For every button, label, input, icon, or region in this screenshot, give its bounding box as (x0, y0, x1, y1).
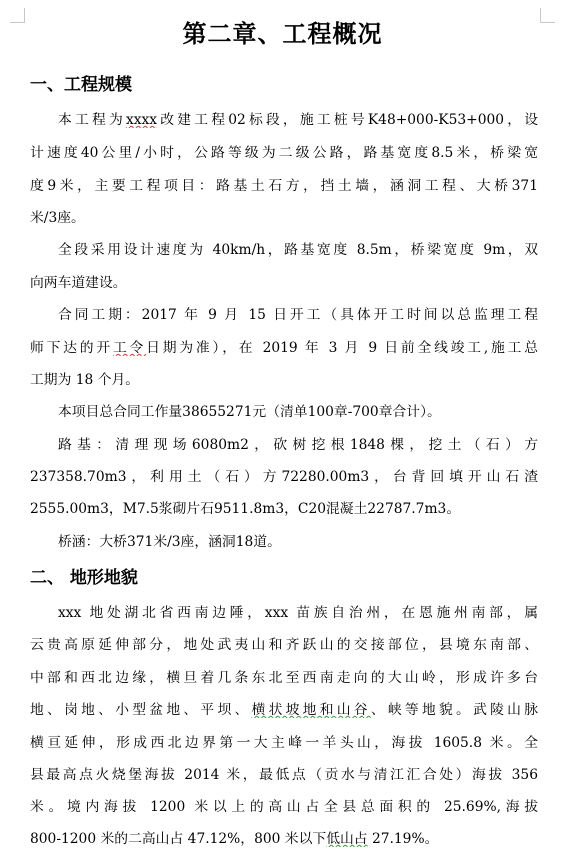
spellcheck-text-run: 工令 (112, 340, 147, 356)
paragraph-line: 2555.00m3，M7.5浆砌片石9511.8m3，C20混凝土22787.7m3。 (30, 501, 461, 517)
paragraph-line: xxx 地处湖北省西南边陲，xxx 苗族自治州，在恩施州南部，属 (58, 605, 538, 621)
section-heading-terrain: 二、 地形地貌 (30, 568, 138, 588)
paragraph-line: 本项目总合同工作量38655271元（清单100章-700章合计）。 (58, 404, 441, 420)
text-run: 日期为准），在 2019 年 3 月 9 日前全线竣工,施工总 (146, 340, 538, 356)
paragraph-line: 全段采用设计速度为 40km/h，路基宽度 8.5m，桥梁宽度 9m，双 (58, 242, 538, 258)
paragraph-line: 向两车道建设。 (30, 275, 127, 291)
paragraph-line: 横亘延伸，形成西北边界第一大主峰一羊头山，海拔 1605.8 米。全 (30, 735, 538, 751)
paragraph-line: 合同工期：2017 年 9 月 15 日开工（具体开工时间以总监理工程 (58, 307, 538, 323)
paragraph-line: 米。境内海拔 1200 米以上的高山占全县总面积的 25.69%,海拔 (30, 799, 538, 815)
paragraph-line: 云贵高原延伸部分，地处武夷山和齐跃山的交接部位，县境东南部、 (30, 637, 538, 653)
text-run: 本工程为 (58, 112, 126, 128)
paragraph-line: 桥涵：大桥371米/3座，涵洞18道。 (58, 534, 281, 550)
paragraph-line (30, 827, 538, 847)
paragraph-line: 路基：清理现场6080m2，砍树挖根1848棵，挖土（石）方 (58, 437, 538, 453)
paragraph-line (30, 698, 538, 718)
text-run: 800-1200 米的二高山占 47.12%，800 米以下 (30, 831, 327, 847)
text-run: 27.19%。 (367, 831, 439, 847)
paragraph-line (30, 336, 538, 356)
paragraph-line: 米/3座。 (30, 210, 85, 226)
chapter-title: 第二章、工程概况 (182, 19, 383, 48)
paragraph-line: 计速度40公里/小时，公路等级为二级公路，路基宽度8.5米，桥梁宽 (30, 145, 538, 161)
paragraph-line: 工期为 18 个月。 (30, 372, 140, 388)
paragraph-line: 中部和西北边缘，横旦着几条东北至西南走向的大山岭，形成许多台 (30, 670, 538, 686)
text-run: 师下达的开 (30, 340, 113, 356)
spellcheck-text-run: xxxx (125, 112, 158, 128)
text-run: 、峡等地貌。武陵山脉 (370, 702, 538, 718)
grammar-check-text-run: 低山占 (326, 831, 368, 847)
paragraph-line: 度9米，主要工程项目：路基土石方，挡土墙，涵洞工程、大桥371 (30, 178, 538, 194)
paragraph-line: 237358.70m3，利用土（石）方72280.00m3，台背回填开山石渣 (30, 469, 538, 485)
section-heading-scale: 一、工程规模 (30, 75, 132, 95)
paragraph-line: 县最高点火烧堡海拔 2014 米，最低点（贡水与清江汇合处）海拔 356 (30, 767, 538, 783)
grammar-check-text-run: 横状坡地和山谷 (251, 702, 371, 718)
text-run: 地、岗地、小型盆地、平坝、 (30, 702, 252, 718)
paragraph-line (58, 108, 538, 128)
text-run: 改建工程02标段，施工桩号K48+000-K53+000，设 (157, 112, 538, 128)
